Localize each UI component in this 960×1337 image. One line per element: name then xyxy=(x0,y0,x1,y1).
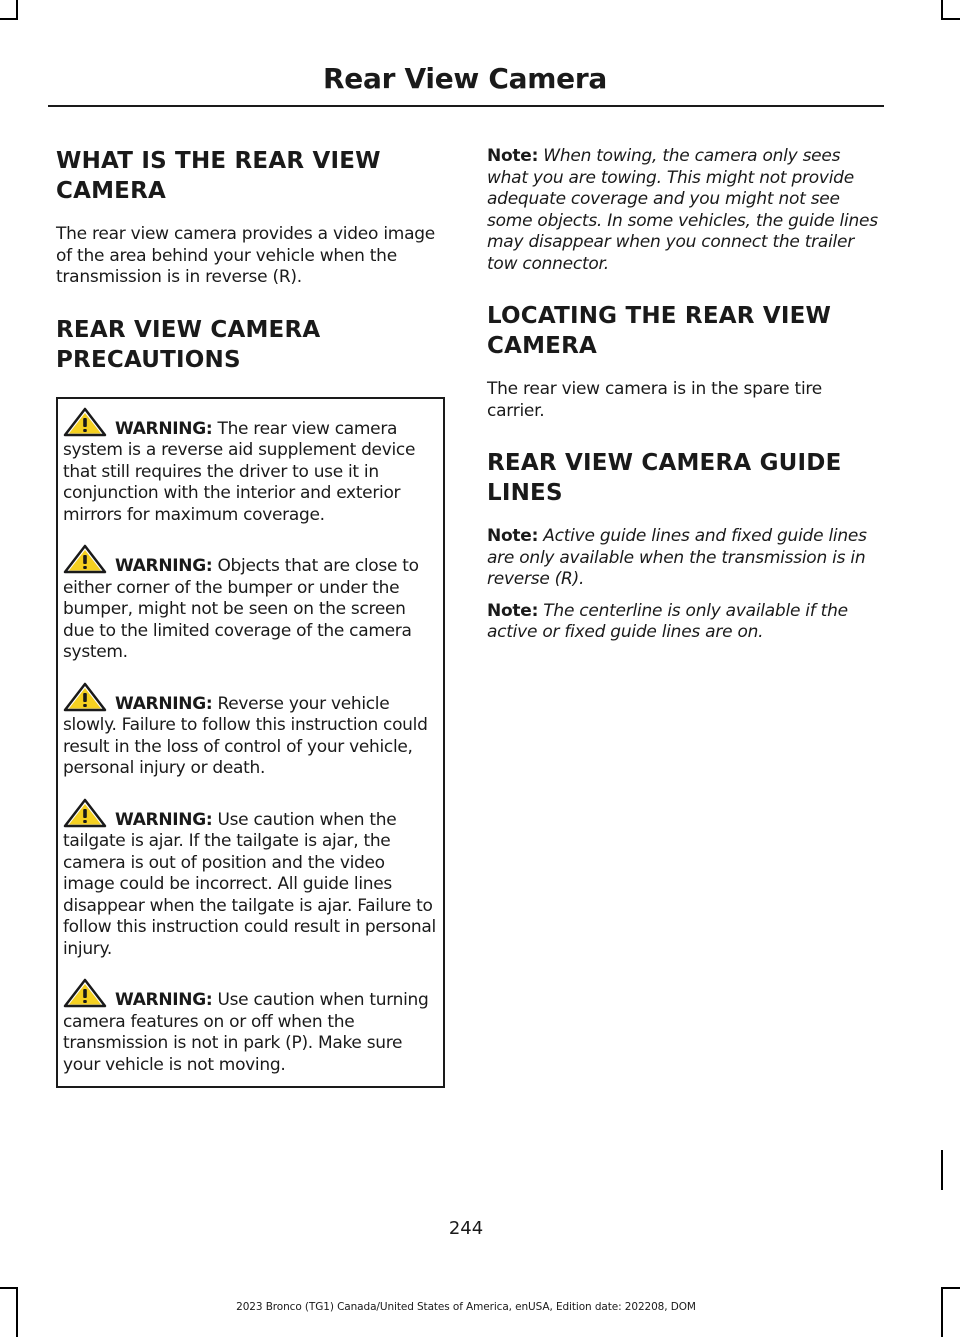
page-header-title: Rear View Camera xyxy=(323,62,607,95)
left-column xyxy=(56,146,448,1088)
heading-line: CAMERA xyxy=(56,178,166,204)
note-label: Note: xyxy=(487,600,539,621)
warning-text: Use caution when the tailgate is ajar. If the tailgate is ajar, the camera is out of position and the video image could be incorrect. All guide lines disappear when the tailgate is ajar. Failure to follow this instruction could result in personal injury. xyxy=(63,809,436,959)
note-towing xyxy=(487,146,882,275)
warning-text: The rear view camera system is a reverse aid supplement device that still requires the driver to use it in conjunction with the interior and exterior mirrors for maximum coverage. xyxy=(63,418,416,525)
warning-item xyxy=(63,978,437,1076)
heading-line: PRECAUTIONS xyxy=(56,346,241,373)
note-text: The centerline is only available if the active or fixed guide lines are on. xyxy=(487,600,848,642)
right-column xyxy=(487,146,882,644)
crop-mark xyxy=(941,18,960,20)
warning-text: Objects that are close to either corner of the bumper or under the bumper, might not be seen on the screen due to the limited coverage of the camera system. xyxy=(63,556,419,662)
warning-text: Use caution when turning camera features on or off when the transmission is not in park (P). Make sure your vehicle is not moving. xyxy=(63,990,429,1075)
heading-line: WHAT IS THE REAR VIEW xyxy=(56,148,381,174)
note-guide-lines xyxy=(487,526,882,591)
crop-mark xyxy=(0,18,18,20)
note-text: Active guide lines and fixed guide lines are only available when the transmission is in reverse (R). xyxy=(487,526,867,589)
warning-triangle-icon xyxy=(63,682,107,712)
crop-mark xyxy=(16,0,18,20)
heading-line: REAR VIEW CAMERA xyxy=(56,316,321,343)
note-label: Note: xyxy=(487,146,539,166)
body-paragraph: The rear view camera is in the spare tire carrier. xyxy=(487,379,822,421)
section-heading xyxy=(56,315,448,375)
warning-label: WARNING: xyxy=(115,418,213,439)
crop-mark xyxy=(941,1287,960,1289)
section-heading xyxy=(487,301,882,361)
warning-label: WARNING: xyxy=(115,809,213,830)
note-centerline xyxy=(487,601,882,644)
note-text: When towing, the camera only sees what you are towing. This might not provide adequate coverage and you might not see some objects. In some vehicles, the guide lines may disappear when you connect the trailer tow connector. xyxy=(487,146,878,274)
warning-label: WARNING: xyxy=(115,556,213,576)
crop-mark xyxy=(941,1287,943,1337)
warning-triangle-icon xyxy=(63,544,107,574)
warning-text: Reverse your vehicle slowly. Failure to follow this instruction could result in the loss of control of your vehicle, personal injury or death. xyxy=(63,693,428,778)
heading-line: LOCATING THE REAR VIEW xyxy=(487,303,832,329)
warning-item xyxy=(63,544,437,664)
section-heading xyxy=(487,448,882,508)
body-paragraph: The rear view camera provides a video image of the area behind your vehicle when the transmission is in reverse (R). xyxy=(56,224,436,287)
crop-mark xyxy=(0,1287,18,1289)
crop-mark xyxy=(941,0,943,20)
warning-item xyxy=(63,407,437,527)
footer-edition-text: 2023 Bronco (TG1) Canada/United States of America, enUSA, Edition date: 202208, DOM xyxy=(236,1301,696,1313)
heading-line: LINES xyxy=(487,480,563,506)
note-label: Note: xyxy=(487,526,539,546)
warning-label: WARNING: xyxy=(115,693,213,714)
warning-label: WARNING: xyxy=(115,990,213,1010)
warning-triangle-icon xyxy=(63,407,107,437)
warning-triangle-icon xyxy=(63,978,107,1008)
heading-line: REAR VIEW CAMERA GUIDE xyxy=(487,450,842,476)
warning-box xyxy=(56,397,445,1089)
heading-line: CAMERA xyxy=(487,333,597,359)
warning-item xyxy=(63,682,437,780)
section-heading xyxy=(56,146,448,206)
crop-mark xyxy=(941,1150,943,1190)
warning-triangle-icon xyxy=(63,798,107,828)
warning-item xyxy=(63,798,437,961)
page-number: 244 xyxy=(448,1218,484,1239)
header-rule xyxy=(48,105,884,107)
